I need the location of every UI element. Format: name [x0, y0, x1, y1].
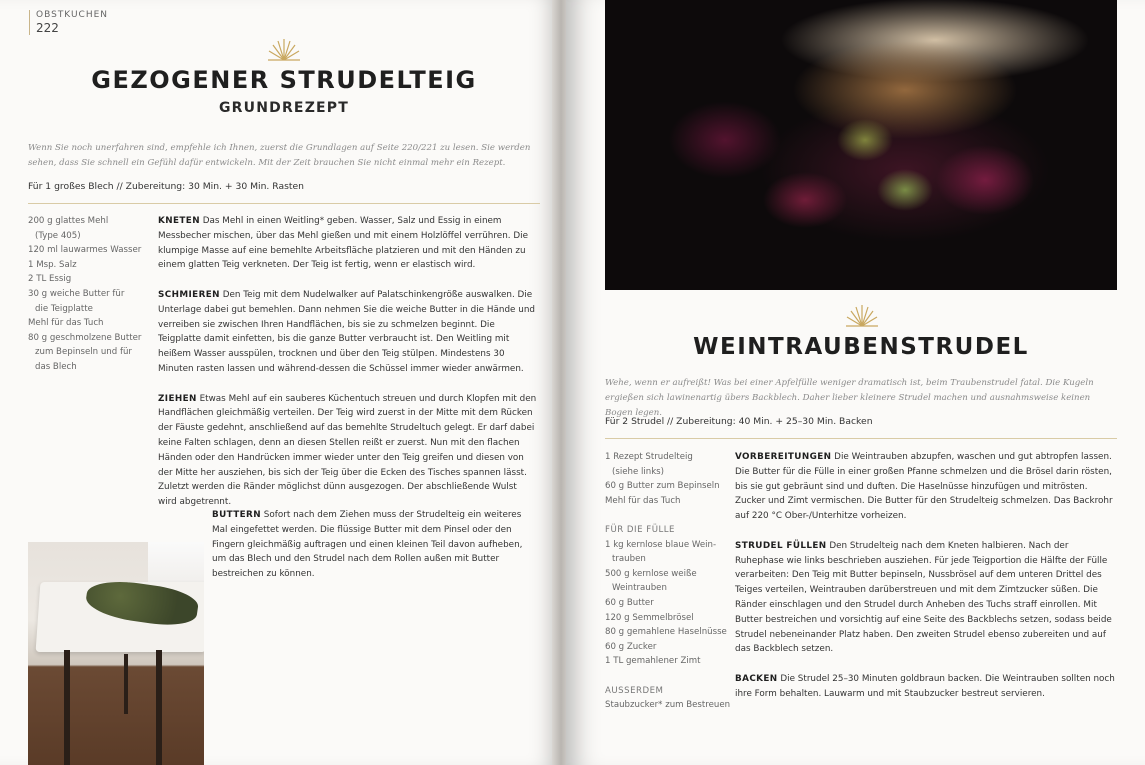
- step-head: SCHMIEREN: [158, 289, 220, 300]
- ingredient: 2 TL Essig: [28, 274, 72, 285]
- ingredient-list: [28, 214, 152, 375]
- step-strudel-fuellen: [735, 539, 1117, 657]
- step-head: STRUDEL FÜLLEN: [735, 540, 827, 551]
- table-leg: [64, 650, 70, 765]
- sunburst-ornament-icon: [844, 302, 880, 328]
- ingredient-group: AUSSERDEM: [605, 685, 664, 696]
- ingredient: 200 g glattes Mehl: [28, 216, 109, 226]
- sunburst-ornament-icon: [266, 36, 302, 62]
- right-page: [566, 0, 1145, 765]
- ingredient: 120 ml lauwarmes Wasser: [28, 245, 142, 256]
- ingredient: 1 Rezept Strudelteig: [605, 452, 693, 462]
- ingredient: 1 kg kernlose blaue Wein-: [605, 539, 717, 550]
- step-head: BACKEN: [735, 673, 778, 684]
- table-leg: [156, 650, 162, 765]
- recipe-yield: Für 2 Strudel // Zubereitung: 40 Min. + 25–30 Min. Backen: [605, 416, 873, 427]
- ingredient: 80 g geschmolzene Butter: [28, 332, 142, 343]
- step-text: Das Mehl in einen Weitling* geben. Wasser, Salz und Essig in einem Messbecher mischen, über das Mehl gießen und mit einem Holzlöffel verrühren. Die klumpige Masse auf eine bemehlte Arbeitsfläche platzieren und mit den Händen zu einem glatten Teig verkneten. Der Teig ist fertig, wenn er elastisch wird.: [158, 216, 528, 271]
- step-head: BUTTERN: [212, 510, 261, 520]
- divider: [605, 438, 1117, 439]
- recipe-intro: Wehe, wenn er aufreißt! Was bei einer Apfelfülle weniger dramatisch ist, beim Traubenstrudel fatal. Die Kugeln ergießen sich lawinenartig übers Backblech. Daher lieber kleinere Strudel machen und ausnahmsweise keinen Bogen legen.: [605, 378, 1094, 418]
- step-text: Die Weintrauben abzupfen, waschen und gut abtropfen lassen. Die Butter für die Fülle in einer großen Pfanne schmelzen und die Brösel darin rösten, bis sie gut gebräunt sind und duften. Die Haselnüsse hinzufügen und mitrösten. Zucker und Zimt vermischen. Die Butter für den Strudelteig schmelzen. Das Backrohr auf 220 °C Ober-/Unterhitze vorheizen.: [735, 452, 1113, 522]
- step-vorbereitungen: [735, 450, 1117, 524]
- recipe-title: WEINTRAUBENSTRUDEL: [693, 334, 1029, 360]
- step-kneten: [158, 214, 538, 273]
- ingredient-cont: (Type 405): [35, 230, 81, 241]
- ingredient: 1 TL gemahlener Zimt: [605, 656, 701, 667]
- step-text: Die Strudel 25–30 Minuten goldbraun backen. Die Weintrauben sollten noch ihre Form behalten. Lauwarm und mit Staubzucker bestreut servieren.: [735, 673, 1115, 699]
- step-head: ZIEHEN: [158, 393, 197, 404]
- divider: [28, 203, 540, 204]
- ingredient: Mehl für das Tuch: [28, 318, 104, 329]
- step-text: Sofort nach dem Ziehen muss der Strudelteig ein weiteres Mal eingefettet werden. Die flüssige Butter mit dem Pinsel oder den Fingern gleichmäßig auftragen und einen kleinen Teil davon aufheben, um das Blech und den Strudel nach dem Rollen außen mit Butter bestreichen zu können.: [212, 510, 523, 580]
- running-head: [29, 10, 108, 35]
- recipe-yield: Für 1 großes Blech // Zubereitung: 30 Min. + 30 Min. Rasten: [28, 181, 304, 192]
- ingredient-list: [605, 450, 733, 713]
- ingredient: 60 g Butter: [605, 597, 654, 608]
- ingredient: 30 g weiche Butter für: [28, 288, 125, 299]
- left-page: [0, 0, 556, 765]
- step-text: Etwas Mehl auf ein sauberes Küchentuch streuen und durch Klopfen mit den Handflächen gleichmäßig verteilen. Der Teig wird zuerst in der Mitte mit dem Rücken der Fäuste gedehnt, anschließend auf das bemehlte Strudeltuch gelegt. Er darf dabei keine Falten schlagen, denn an diesen Stellen reißt er zuerst. Nun mit den flachen Händen oder den Handrücken immer wieder unter den Teig greifen und diesen von der Mitte her ausziehen, bis sich der Teig über die Ecken des Tisches spannen lässt. Zuletzt werden die Ränder möglichst dünn ausgezogen. Der abschließende Wulst wird abgetrennt.: [158, 393, 537, 508]
- ingredient-cont: das Blech: [35, 361, 77, 372]
- ingredient: 80 g gemahlene Haselnüsse: [605, 627, 727, 638]
- ingredient: 120 g Semmelbrösel: [605, 612, 694, 623]
- ingredient-cont: die Teigplatte: [35, 303, 93, 314]
- step-buttern: [212, 508, 538, 582]
- ingredient-cont: trauben: [612, 554, 646, 565]
- ingredient: 1 Msp. Salz: [28, 259, 77, 270]
- step-list: [158, 214, 538, 525]
- table-leg: [124, 654, 128, 714]
- step-schmieren: [158, 288, 538, 377]
- ingredient-cont: zum Bepinseln und für: [35, 347, 132, 358]
- step-backen: [735, 672, 1117, 702]
- step-text: Den Teig mit dem Nudelwalker auf Palatschinkengröße auswalken. Die Unterlage dabei gut bemehlen. Dann nehmen Sie die weiche Butter in die Hände und verreiben sie zwischen Ihren Handflächen, bis sie zu schmelzen beginnt. Die Teigplatte damit einfetten, bis die ganze Butter verbraucht ist. Den Weitling mit heißem Wasser ausspülen, trocknen und über den Teig stülpen. Mindestens 30 Minuten rasten lassen und während-dessen die Schüssel immer wieder anwärmen.: [158, 289, 535, 374]
- recipe-subtitle: GRUNDREZEPT: [218, 100, 350, 116]
- step-head: VORBEREITUNGEN: [735, 452, 832, 462]
- step-ziehen: [158, 392, 538, 510]
- section-label: OBSTKUCHEN: [36, 10, 109, 20]
- ingredient: Staubzucker* zum Bestreuen: [605, 700, 731, 711]
- ingredient: 500 g kernlose weiße: [605, 568, 697, 579]
- ingredient: Mehl für das Tuch: [605, 495, 681, 506]
- ingredient: 60 g Zucker: [605, 641, 657, 652]
- table-photo: [28, 542, 204, 765]
- step-list: [735, 450, 1117, 716]
- ingredient-group: FÜR DIE FÜLLE: [605, 524, 675, 535]
- ingredient-cont: (siehe links): [612, 466, 664, 477]
- page-number: 222: [36, 21, 59, 35]
- recipe-title: GEZOGENER STRUDELTEIG: [91, 66, 477, 94]
- step-head: KNETEN: [158, 216, 200, 226]
- recipe-intro: Wenn Sie noch unerfahren sind, empfehle ich Ihnen, zuerst die Grundlagen auf Seite 220/221 zu lesen. Sie werden sehen, dass Sie schnell ein Gefühl dafür entwickeln. Mit der Zeit brauchen Sie nicht einmal mehr ein Rezept.: [28, 143, 531, 168]
- ingredient-cont: Weintrauben: [612, 583, 667, 594]
- strudel-photo: [605, 0, 1117, 290]
- step-list-buttern: [212, 508, 538, 597]
- ingredient: 60 g Butter zum Bepinseln: [605, 481, 720, 492]
- step-text: Den Strudelteig nach dem Kneten halbieren. Nach der Ruhephase wie links beschrieben ausziehen. Für jede Teigportion die Hälfte der Fülle verarbeiten: Den Teig mit Butter bepinseln, Nussbrösel auf dem unteren Drittel des Teiges verteilen, Weintrauben darüberstreuen und mit dem Zimtzucker süßen. Die Ränder einschlagen und den Strudel durch Anheben des Tuchs straff einrollen. Mit Butter bestreichen und vorsichtig auf eine Seite des Backblechs setzen, sodass beide Strudel nebeneinander Platz haben. Den zweiten Strudel ebenso zubereiten und auf das Backblech setzen.: [735, 540, 1112, 655]
